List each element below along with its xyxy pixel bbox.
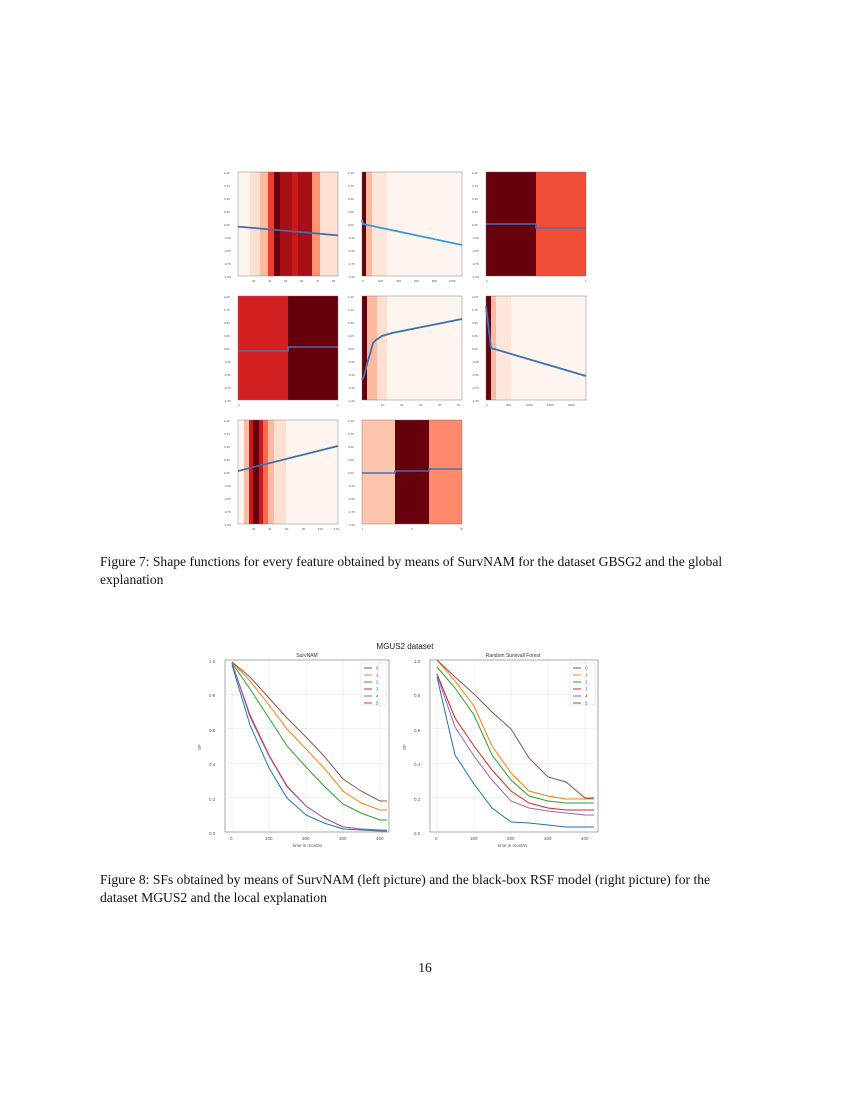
svg-text:1000: 1000 (526, 403, 533, 407)
svg-text:40: 40 (438, 403, 442, 407)
svg-text:-0.25: -0.25 (472, 360, 479, 364)
svg-text:0: 0 (486, 279, 488, 283)
svg-text:0.00: 0.00 (348, 471, 354, 475)
svg-text:1: 1 (585, 279, 587, 283)
svg-text:70: 70 (316, 279, 320, 283)
svg-text:1.00: 1.00 (472, 171, 478, 175)
svg-text:-1.00: -1.00 (472, 399, 479, 403)
svg-text:0.75: 0.75 (224, 432, 230, 436)
svg-text:-0.50: -0.50 (472, 249, 479, 253)
svg-text:500: 500 (506, 403, 512, 407)
svg-text:0: 0 (486, 403, 488, 407)
svg-text:3: 3 (585, 686, 588, 692)
svg-text:I: I (362, 527, 363, 531)
svg-text:1.00: 1.00 (348, 295, 354, 299)
svg-text:50: 50 (457, 403, 461, 407)
shape-plot-menostat (222, 292, 344, 414)
svg-text:0.75: 0.75 (348, 184, 354, 188)
svg-text:2000: 2000 (568, 403, 575, 407)
svg-text:0.25: 0.25 (348, 334, 354, 338)
svg-text:0.50: 0.50 (224, 445, 230, 449)
svg-text:0.50: 0.50 (472, 197, 478, 201)
svg-text:0.4: 0.4 (414, 762, 421, 767)
svg-text:100: 100 (318, 527, 324, 531)
svg-text:400: 400 (376, 836, 384, 841)
svg-text:80: 80 (302, 527, 306, 531)
svg-text:5: 5 (585, 700, 588, 706)
svg-text:1.0: 1.0 (414, 659, 421, 664)
rsf-chart (400, 650, 615, 850)
svg-text:400: 400 (581, 836, 589, 841)
svg-text:-1.00: -1.00 (472, 275, 479, 279)
shape-plot-tgrade (346, 416, 468, 538)
svg-text:0.75: 0.75 (224, 308, 230, 312)
svg-text:2: 2 (376, 679, 379, 685)
svg-text:SF: SF (197, 744, 202, 750)
svg-text:0.25: 0.25 (348, 458, 354, 462)
svg-text:1000: 1000 (449, 279, 456, 283)
svg-text:0.8: 0.8 (209, 693, 216, 698)
svg-text:0: 0 (435, 836, 438, 841)
svg-text:0: 0 (238, 403, 240, 407)
figure8-title: MGUS2 dataset (376, 642, 434, 651)
figure8 (195, 640, 615, 855)
svg-text:2: 2 (585, 679, 588, 685)
svg-text:0: 0 (362, 279, 364, 283)
svg-text:0.8: 0.8 (414, 693, 421, 698)
svg-text:-0.75: -0.75 (224, 262, 231, 266)
svg-text:-0.25: -0.25 (348, 484, 355, 488)
svg-text:time in months: time in months (293, 843, 323, 848)
svg-text:1.00: 1.00 (348, 171, 354, 175)
svg-text:300: 300 (544, 836, 552, 841)
svg-text:0.50: 0.50 (348, 197, 354, 201)
svg-text:0.25: 0.25 (472, 210, 478, 214)
svg-text:0.0: 0.0 (209, 831, 216, 836)
svg-text:0.25: 0.25 (472, 334, 478, 338)
shape-plot-age (222, 168, 344, 290)
svg-text:0.50: 0.50 (348, 445, 354, 449)
svg-text:1.00: 1.00 (224, 171, 230, 175)
svg-text:200: 200 (302, 836, 310, 841)
svg-text:1: 1 (585, 672, 588, 678)
svg-text:-0.75: -0.75 (348, 386, 355, 390)
svg-text:Random Survivall Forest: Random Survivall Forest (485, 653, 541, 659)
svg-text:SurvNAM: SurvNAM (296, 653, 318, 659)
svg-text:200: 200 (378, 279, 384, 283)
svg-text:0.0: 0.0 (414, 831, 421, 836)
svg-text:-1.00: -1.00 (224, 523, 231, 527)
svg-text:-0.50: -0.50 (224, 373, 231, 377)
svg-text:0.75: 0.75 (348, 308, 354, 312)
survnam-chart (195, 650, 405, 850)
svg-text:40: 40 (268, 279, 272, 283)
svg-text:-0.75: -0.75 (472, 386, 479, 390)
svg-text:-0.75: -0.75 (472, 262, 479, 266)
svg-text:30: 30 (419, 403, 423, 407)
svg-text:20: 20 (252, 527, 256, 531)
shape-plot-tsize (222, 416, 344, 538)
svg-text:-0.25: -0.25 (224, 236, 231, 240)
svg-text:-1.00: -1.00 (348, 275, 355, 279)
svg-text:100: 100 (265, 836, 273, 841)
svg-text:120: 120 (334, 527, 340, 531)
svg-text:0.25: 0.25 (224, 458, 230, 462)
page-number: 16 (418, 960, 432, 975)
svg-text:-0.25: -0.25 (472, 236, 479, 240)
svg-text:0: 0 (585, 665, 588, 671)
svg-text:4: 4 (585, 693, 588, 699)
svg-text:0.6: 0.6 (414, 728, 421, 733)
svg-text:-0.50: -0.50 (348, 497, 355, 501)
figure8-caption: Figure 8: SFs obtained by means of SurvNAM (left picture) and the black-box RSF model (right picture) for the dataset MGUS2 and the local explanation (100, 872, 711, 905)
svg-text:1.0: 1.0 (209, 659, 216, 664)
svg-text:600: 600 (414, 279, 420, 283)
svg-text:200: 200 (507, 836, 515, 841)
svg-text:0.00: 0.00 (224, 471, 230, 475)
svg-text:30: 30 (252, 279, 256, 283)
svg-text:-0.50: -0.50 (348, 249, 355, 253)
svg-text:-0.75: -0.75 (348, 262, 355, 266)
svg-text:0.2: 0.2 (209, 797, 216, 802)
svg-text:-0.75: -0.75 (224, 510, 231, 514)
svg-text:0.50: 0.50 (348, 321, 354, 325)
svg-text:1500: 1500 (547, 403, 554, 407)
svg-text:0.75: 0.75 (472, 308, 478, 312)
svg-text:0.00: 0.00 (348, 223, 354, 227)
figure7-caption: Figure 7: Shape functions for every feature obtained by means of SurvNAM for the dataset GBSG2 and the global explanation (100, 554, 723, 587)
svg-text:800: 800 (432, 279, 438, 283)
svg-text:-0.50: -0.50 (472, 373, 479, 377)
svg-text:-0.75: -0.75 (224, 386, 231, 390)
svg-text:0.6: 0.6 (209, 728, 216, 733)
svg-text:-1.00: -1.00 (348, 399, 355, 403)
svg-text:0.00: 0.00 (224, 223, 230, 227)
svg-text:1.00: 1.00 (224, 419, 230, 423)
svg-text:-0.75: -0.75 (348, 510, 355, 514)
svg-text:0.00: 0.00 (224, 347, 230, 351)
svg-text:100: 100 (470, 836, 478, 841)
svg-text:400: 400 (396, 279, 402, 283)
svg-text:-0.50: -0.50 (224, 249, 231, 253)
svg-text:5: 5 (376, 700, 379, 706)
svg-text:80: 80 (332, 279, 336, 283)
svg-text:1.00: 1.00 (224, 295, 230, 299)
svg-text:60: 60 (285, 527, 289, 531)
svg-text:1: 1 (376, 672, 379, 678)
svg-text:0: 0 (230, 836, 233, 841)
shape-plot-horth (470, 168, 592, 290)
svg-text:0.2: 0.2 (414, 797, 421, 802)
svg-text:1.00: 1.00 (348, 419, 354, 423)
svg-text:time in months: time in months (498, 843, 528, 848)
figure7-grid (222, 168, 592, 538)
svg-text:0.25: 0.25 (348, 210, 354, 214)
svg-text:0.00: 0.00 (472, 347, 478, 351)
svg-text:4: 4 (376, 693, 379, 699)
svg-text:-0.25: -0.25 (224, 360, 231, 364)
shape-plot-pnodes (346, 292, 468, 414)
svg-text:0.75: 0.75 (348, 432, 354, 436)
svg-text:0.25: 0.25 (224, 210, 230, 214)
shape-plot-estrec (346, 168, 468, 290)
svg-text:0: 0 (376, 665, 379, 671)
svg-text:-0.25: -0.25 (348, 236, 355, 240)
svg-text:60: 60 (300, 279, 304, 283)
svg-text:II: II (411, 527, 413, 531)
svg-text:3: 3 (376, 686, 379, 692)
svg-text:-1.00: -1.00 (224, 399, 231, 403)
svg-text:-0.50: -0.50 (348, 373, 355, 377)
svg-text:-1.00: -1.00 (224, 275, 231, 279)
shape-plot-progrec (470, 292, 592, 414)
svg-text:SF: SF (402, 744, 407, 750)
svg-text:0.00: 0.00 (348, 347, 354, 351)
svg-text:10: 10 (381, 403, 385, 407)
svg-text:300: 300 (339, 836, 347, 841)
svg-text:-1.00: -1.00 (348, 523, 355, 527)
svg-text:0.50: 0.50 (472, 321, 478, 325)
svg-text:0.50: 0.50 (224, 321, 230, 325)
svg-text:III: III (460, 527, 463, 531)
svg-text:1: 1 (337, 403, 339, 407)
svg-text:40: 40 (268, 527, 272, 531)
svg-text:0.50: 0.50 (224, 197, 230, 201)
svg-text:-0.25: -0.25 (224, 484, 231, 488)
svg-text:-0.25: -0.25 (348, 360, 355, 364)
svg-text:0.75: 0.75 (224, 184, 230, 188)
svg-text:1.00: 1.00 (472, 295, 478, 299)
svg-text:50: 50 (284, 279, 288, 283)
svg-text:-0.50: -0.50 (224, 497, 231, 501)
svg-text:0.75: 0.75 (472, 184, 478, 188)
svg-text:20: 20 (400, 403, 404, 407)
svg-text:0.25: 0.25 (224, 334, 230, 338)
svg-text:0.4: 0.4 (209, 762, 216, 767)
svg-text:0.00: 0.00 (472, 223, 478, 227)
